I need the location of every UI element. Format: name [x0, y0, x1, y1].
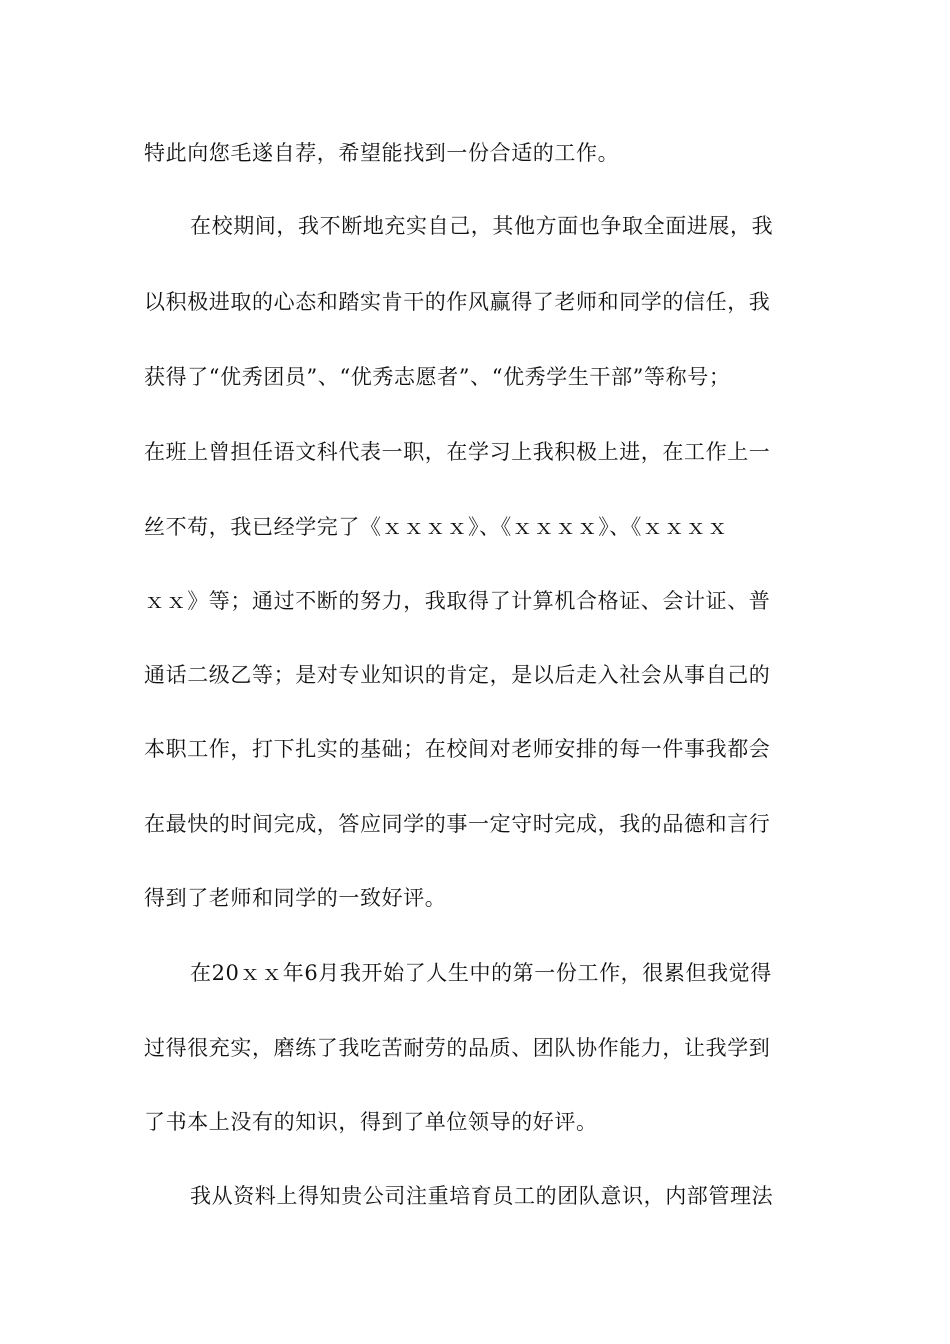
text-line-14: 了书本上没有的知识，得到了单位领导的好评。 [144, 1110, 598, 1134]
text-line-12: 在20ｘｘ年6月我开始了人生中的第一份工作，很累但我觉得 [190, 961, 772, 985]
text-line-6: 丝不苟，我已经学完了《ｘｘｘｘ》、《ｘｘｘｘ》、《ｘｘｘｘ [144, 515, 729, 539]
text-line-10: 在最快的时间完成，答应同学的事一定守时完成，我的品德和言行 [144, 812, 771, 836]
text-line-4: 获得了“优秀团员”、“优秀志愿者”、“优秀学生干部”等称号； [144, 365, 731, 389]
text-line-7: ｘｘ》等；通过不断的努力，我取得了计算机合格证、会计证、普 [144, 589, 771, 613]
text-line-1: 特此向您毛遂自荐，希望能找到一份合适的工作。 [144, 141, 620, 165]
text-line-9: 本职工作，打下扎实的基础；在校间对老师安排的每一件事我都会 [144, 737, 771, 761]
text-line-8: 通话二级乙等；是对专业知识的肯定，是以后走入社会从事自己的 [144, 663, 771, 687]
text-line-3: 以积极进取的心态和踏实肯干的作风赢得了老师和同学的信任，我 [144, 290, 771, 314]
text-line-13: 过得很充实，磨练了我吃苦耐劳的品质、团队协作能力，让我学到 [144, 1036, 771, 1060]
text-line-11: 得到了老师和同学的一致好评。 [144, 886, 447, 910]
text-line-15: 我从资料上得知贵公司注重培育员工的团队意识，内部管理法 [190, 1184, 774, 1208]
text-line-5: 在班上曾担任语文科代表一职，在学习上我积极上进，在工作上一 [144, 440, 771, 464]
text-line-2: 在校期间，我不断地充实自己，其他方面也争取全面进展，我 [190, 214, 774, 238]
